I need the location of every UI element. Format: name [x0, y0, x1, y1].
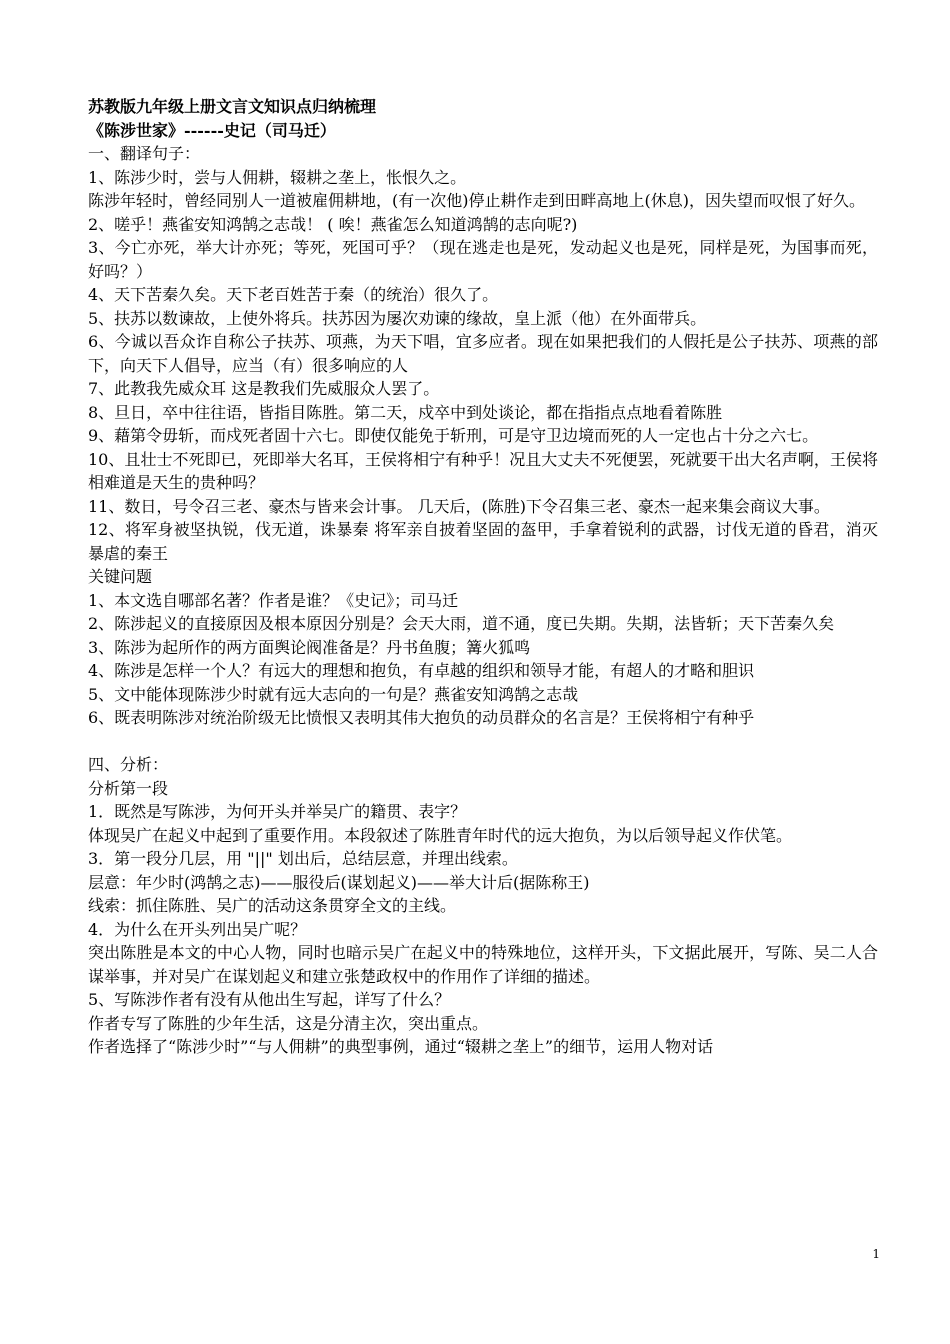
page-number: 1 [872, 1247, 880, 1261]
paragraph: 作者专写了陈胜的少年生活，这是分清主次，突出重点。 [88, 1013, 489, 1033]
paragraph: 4、陈涉是怎样一个人？有远大的理想和抱负，有卓越的组织和领导才能，有超人的才略和胆识 [88, 661, 755, 680]
paragraph: 1、本文选自哪部名著？作者是谁？《史记》；司马迁 [88, 590, 459, 610]
paragraph: 5、文中能体现陈涉少时就有远大志向的一句是？燕雀安知鸿鹄之志哉 [88, 684, 579, 704]
paragraph: 体现吴广在起义中起到了重要作用。本段叙述了陈胜青年时代的远大抱负，为以后领导起义作伏笔。 [88, 825, 793, 845]
paragraph: 2、陈涉起义的直接原因及根本原因分别是？会天大雨，道不通，度已失期。失期，法皆斩；天下苦秦久矣 [88, 614, 835, 633]
paragraph: 5、扶苏以数谏故，上使外将兵。扶苏因为屡次劝谏的缘故，皇上派（他）在外面带兵。 [88, 308, 707, 328]
paragraph: 11、数日，号令召三老、豪杰与皆来会计事。 几天后，(陈胜)下令召集三老、豪杰一起来集会商议大事。 [88, 496, 830, 516]
paragraph: 8、旦日，卒中往往语，皆指目陈胜。第二天，戍卒中到处谈论，都在指指点点地看着陈胜 [88, 402, 723, 422]
paragraph: 6、既表明陈涉对统治阶级无比愤恨又表明其伟大抱负的动员群众的名言是？王侯将相宁有种乎 [88, 708, 755, 727]
section-heading-translation: 一、翻译句子： [88, 144, 201, 163]
paragraph: 3、今亡亦死，举大计亦死；等死，死国可乎？（现在逃走也是死，发动起义也是死，同样是死，为国事而死，好吗？） [88, 238, 878, 281]
document-title: 苏教版九年级上册文言文知识点归纳梳理 [88, 97, 377, 116]
paragraph: 12、将军身被坚执锐，伐无道，诛暴秦 将军亲自披着坚固的盔甲，手拿着锐利的武器，讨伐无道的昏君，消灭暴虐的秦王 [88, 520, 878, 563]
paragraph: 线索：抓住陈胜、吴广的活动这条贯穿全文的主线。 [88, 896, 457, 915]
paragraph: 陈涉年轻时，曾经同别人一道被雇佣耕地，(有一次他)停止耕作走到田畔高地上(休息)，因失望而叹恨了好久。 [88, 191, 865, 210]
paragraph: 突出陈胜是本文的中心人物，同时也暗示吴广在起义中的特殊地位，这样开头，下文据此展开，写陈、吴二人合谋举事，并对吴广在谋划起义和建立张楚政权中的作用作了详细的描述。 [88, 943, 878, 986]
paragraph: 9、藉第令毋斩，而戍死者固十六七。即使仅能免于斩刑，可是守卫边境而死的人一定也占十分之六七。 [88, 426, 819, 445]
paragraph: 7、此教我先威众耳 这是教我们先威服众人罢了。 [88, 379, 440, 398]
paragraph: 层意：年少时(鸿鹄之志)——服役后(谋划起义)——举大计后(据陈称王) [88, 872, 590, 892]
section-heading-analysis: 四、分析： [88, 755, 169, 774]
paragraph: 5、写陈涉作者有没有从他出生写起，详写了什么？ [88, 990, 451, 1009]
paragraph: 1、陈涉少时，尝与人佣耕，辍耕之垄上，怅恨久之。 [88, 167, 467, 187]
paragraph: 3．第一段分几层，用 "||" 划出后，总结层意，并理出线索。 [88, 849, 518, 868]
paragraph: 作者选择了“陈涉少时”“与人佣耕”的典型事例，通过“辍耕之垄上”的细节，运用人物对话 [88, 1037, 714, 1056]
paragraph: 10、且壮士不死即已，死即举大名耳，王侯将相宁有种乎！况且大丈夫不死便罢，死就要干出大名声啊，王侯将相难道是天生的贵种吗？ [88, 449, 878, 492]
section-heading-key-questions: 关键问题 [88, 567, 153, 586]
paragraph: 3、陈涉为起所作的两方面舆论阀准备是？丹书鱼腹；篝火狐鸣 [88, 637, 531, 657]
spacer [88, 730, 878, 754]
paragraph: 6、今诚以吾众诈自称公子扶苏、项燕，为天下唱，宜多应者。现在如果把我们的人假托是公子扶苏、项燕的部下，向天下人倡导，应当（有）很多响应的人 [88, 332, 878, 375]
paragraph: 分析第一段 [88, 778, 169, 798]
document-subtitle: 《陈涉世家》------史记（司马迁） [88, 120, 336, 140]
paragraph: 2、嗟乎！燕雀安知鸿鹄之志哉！ ( 唉！燕雀怎么知道鸿鹄的志向呢?) [88, 214, 578, 234]
paragraph: 4．为什么在开头列出吴广呢？ [88, 919, 307, 939]
document-page [88, 95, 878, 1059]
paragraph: 4、天下苦秦久矣。天下老百姓苦于秦（的统治）很久了。 [88, 285, 499, 304]
paragraph: 1．既然是写陈涉，为何开头并举吴广的籍贯、表字？ [88, 802, 467, 821]
